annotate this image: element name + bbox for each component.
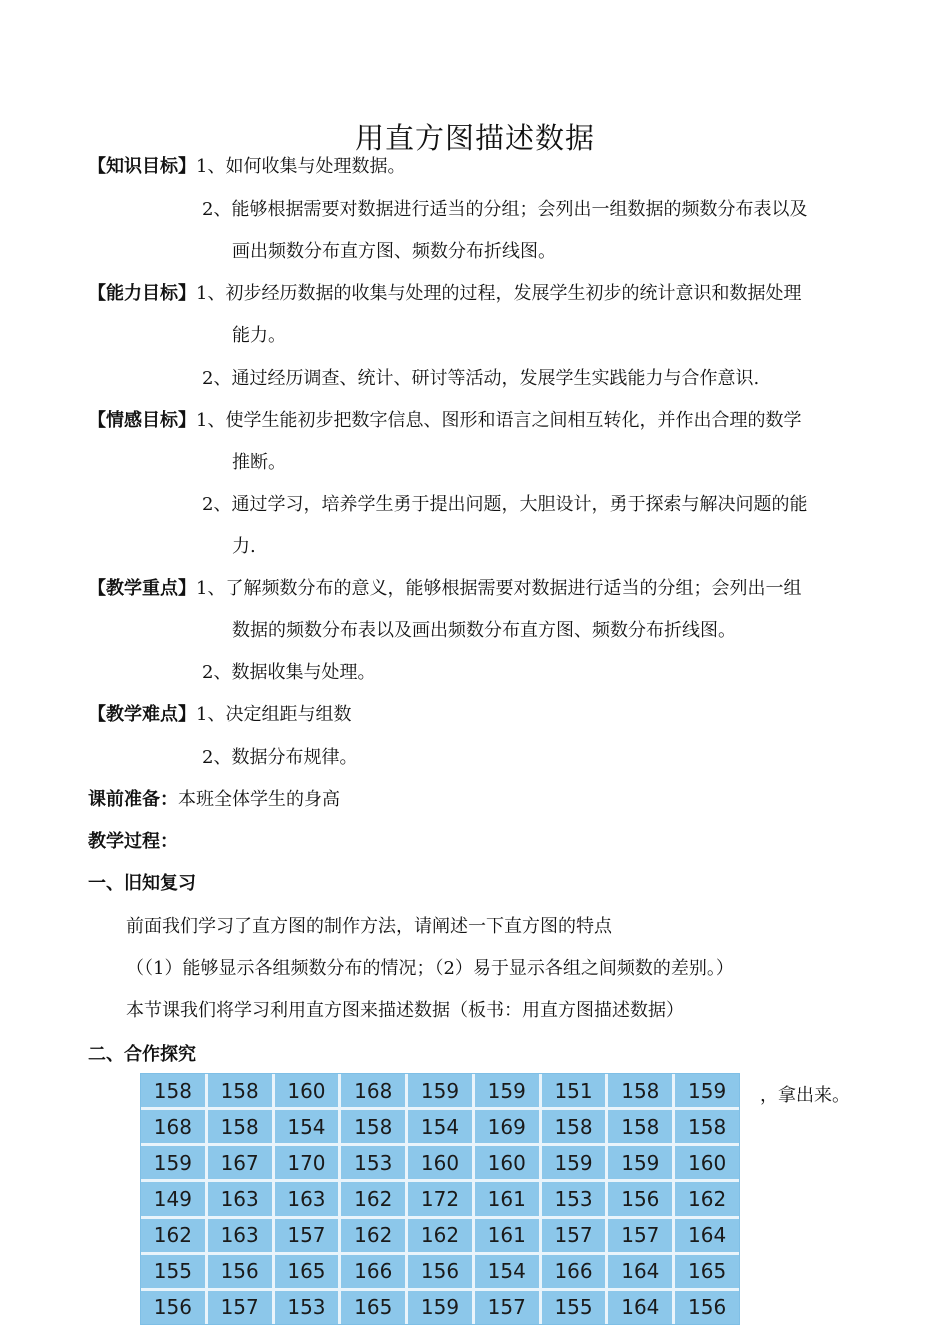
height-cell: 168 (341, 1074, 405, 1107)
height-cell: 163 (208, 1182, 272, 1215)
height-cell: 156 (208, 1255, 272, 1288)
height-cell: 159 (475, 1074, 539, 1107)
height-cell: 162 (341, 1219, 405, 1252)
height-cell: 165 (341, 1291, 405, 1324)
height-cell: 153 (542, 1182, 606, 1215)
difficulty-tag: 【教学难点】 (88, 704, 196, 725)
height-cell: 166 (341, 1255, 405, 1288)
height-cell: 158 (341, 1110, 405, 1143)
height-cell: 162 (675, 1182, 739, 1215)
height-cell: 160 (408, 1146, 472, 1179)
height-cell: 163 (275, 1182, 339, 1215)
height-cell: 158 (675, 1110, 739, 1143)
review-paragraph-2: （（1）能够显示各组频数分布的情况；（2）易于显示各组之间频数的差别。） (126, 958, 734, 979)
height-cell: 157 (475, 1291, 539, 1324)
review-paragraph-3: 本节课我们将学习利用直方图来描述数据（板书：用直方图描述数据） (126, 1000, 684, 1021)
ability-objective-row (88, 281, 801, 307)
height-cell: 159 (408, 1291, 472, 1324)
height-cell: 162 (408, 1219, 472, 1252)
height-cell: 161 (475, 1219, 539, 1252)
height-cell: 156 (608, 1182, 672, 1215)
height-cell: 162 (341, 1182, 405, 1215)
height-cell: 159 (675, 1074, 739, 1107)
knowledge-item-1: 1、如何收集与处理数据。 (196, 156, 406, 177)
height-cell: 159 (608, 1146, 672, 1179)
height-cell: 164 (675, 1219, 739, 1252)
difficulty-item-2: 2、数据分布规律。 (202, 747, 358, 768)
process-label: 教学过程： (88, 831, 178, 852)
emotion-item-1: 1、使学生能初步把数字信息、图形和语言之间相互转化，并作出合理的数学 (196, 410, 802, 431)
height-cell: 170 (275, 1146, 339, 1179)
review-paragraph-1: 前面我们学习了直方图的制作方法，请阐述一下直方图的特点 (126, 916, 612, 937)
emotion-item-2-cont: 力. (232, 536, 256, 557)
height-cell: 165 (275, 1255, 339, 1288)
height-cell: 158 (608, 1110, 672, 1143)
tail-text: ，拿出来。 (760, 1085, 850, 1106)
height-cell: 164 (608, 1291, 672, 1324)
height-cell: 160 (675, 1146, 739, 1179)
key-point-tag: 【教学重点】 (88, 578, 196, 599)
height-cell: 158 (208, 1074, 272, 1107)
height-cell: 157 (542, 1219, 606, 1252)
height-cell: 165 (675, 1255, 739, 1288)
height-cell: 154 (475, 1255, 539, 1288)
height-cell: 151 (542, 1074, 606, 1107)
height-cell: 163 (208, 1219, 272, 1252)
height-cell: 155 (141, 1255, 205, 1288)
height-cell: 167 (208, 1146, 272, 1179)
prep-row (88, 787, 340, 813)
height-cell: 153 (275, 1291, 339, 1324)
knowledge-objective-tag: 【知识目标】 (88, 156, 196, 177)
height-cell: 157 (275, 1219, 339, 1252)
emotion-objective-row (88, 408, 801, 434)
ability-item-1: 1、初步经历数据的收集与处理的过程，发展学生初步的统计意识和数据处理 (196, 283, 802, 304)
height-cell: 158 (141, 1074, 205, 1107)
height-cell: 155 (542, 1291, 606, 1324)
key-item-2: 2、数据收集与处理。 (202, 662, 376, 683)
student-heights-table-image (140, 1073, 740, 1325)
height-cell: 160 (275, 1074, 339, 1107)
difficulty-item-1: 1、决定组距与组数 (196, 704, 352, 725)
ability-item-1-cont: 能力。 (232, 325, 286, 346)
height-cell: 157 (608, 1219, 672, 1252)
height-cell: 158 (542, 1110, 606, 1143)
height-cell: 172 (408, 1182, 472, 1215)
height-cell: 154 (408, 1110, 472, 1143)
knowledge-objective-row (88, 154, 405, 180)
ability-item-2: 2、通过经历调查、统计、研讨等活动，发展学生实践能力与合作意识. (202, 368, 760, 389)
explore-heading-clipped (88, 1042, 248, 1062)
height-cell: 159 (141, 1146, 205, 1179)
difficulty-row (88, 702, 351, 728)
prep-text: 本班全体学生的身高 (178, 789, 340, 810)
height-cell: 159 (408, 1074, 472, 1107)
knowledge-item-2: 2、能够根据需要对数据进行适当的分组；会列出一组数据的频数分布表以及 (202, 199, 808, 220)
height-cell: 168 (141, 1110, 205, 1143)
height-cell: 156 (141, 1291, 205, 1324)
height-cell: 149 (141, 1182, 205, 1215)
height-cell: 169 (475, 1110, 539, 1143)
height-cell: 166 (542, 1255, 606, 1288)
height-cell: 158 (208, 1110, 272, 1143)
height-cell: 154 (275, 1110, 339, 1143)
review-heading: 一、旧知复习 (88, 873, 196, 894)
emotion-item-1-cont: 推断。 (232, 452, 286, 473)
height-cell: 153 (341, 1146, 405, 1179)
knowledge-item-2-cont: 画出频数分布直方图、频数分布折线图。 (232, 241, 556, 262)
heights-grid (141, 1074, 739, 1324)
height-cell: 161 (475, 1182, 539, 1215)
ability-objective-tag: 【能力目标】 (88, 283, 196, 304)
height-cell: 158 (608, 1074, 672, 1107)
document-title: 用直方图描述数据 (354, 121, 595, 155)
height-cell: 160 (475, 1146, 539, 1179)
emotion-objective-tag: 【情感目标】 (88, 410, 196, 431)
height-cell: 164 (608, 1255, 672, 1288)
height-cell: 156 (408, 1255, 472, 1288)
prep-label: 课前准备： (88, 789, 178, 810)
key-point-row (88, 576, 801, 602)
key-item-1-cont: 数据的频数分布表以及画出频数分布直方图、频数分布折线图。 (232, 620, 736, 641)
height-cell: 156 (675, 1291, 739, 1324)
height-cell: 157 (208, 1291, 272, 1324)
key-item-1: 1、了解频数分布的意义，能够根据需要对数据进行适当的分组；会列出一组 (196, 578, 802, 599)
height-cell: 159 (542, 1146, 606, 1179)
emotion-item-2: 2、通过学习，培养学生勇于提出问题，大胆设计，勇于探索与解决问题的能 (202, 494, 808, 515)
explore-heading: 二、合作探究 (88, 1044, 196, 1062)
height-cell: 162 (141, 1219, 205, 1252)
